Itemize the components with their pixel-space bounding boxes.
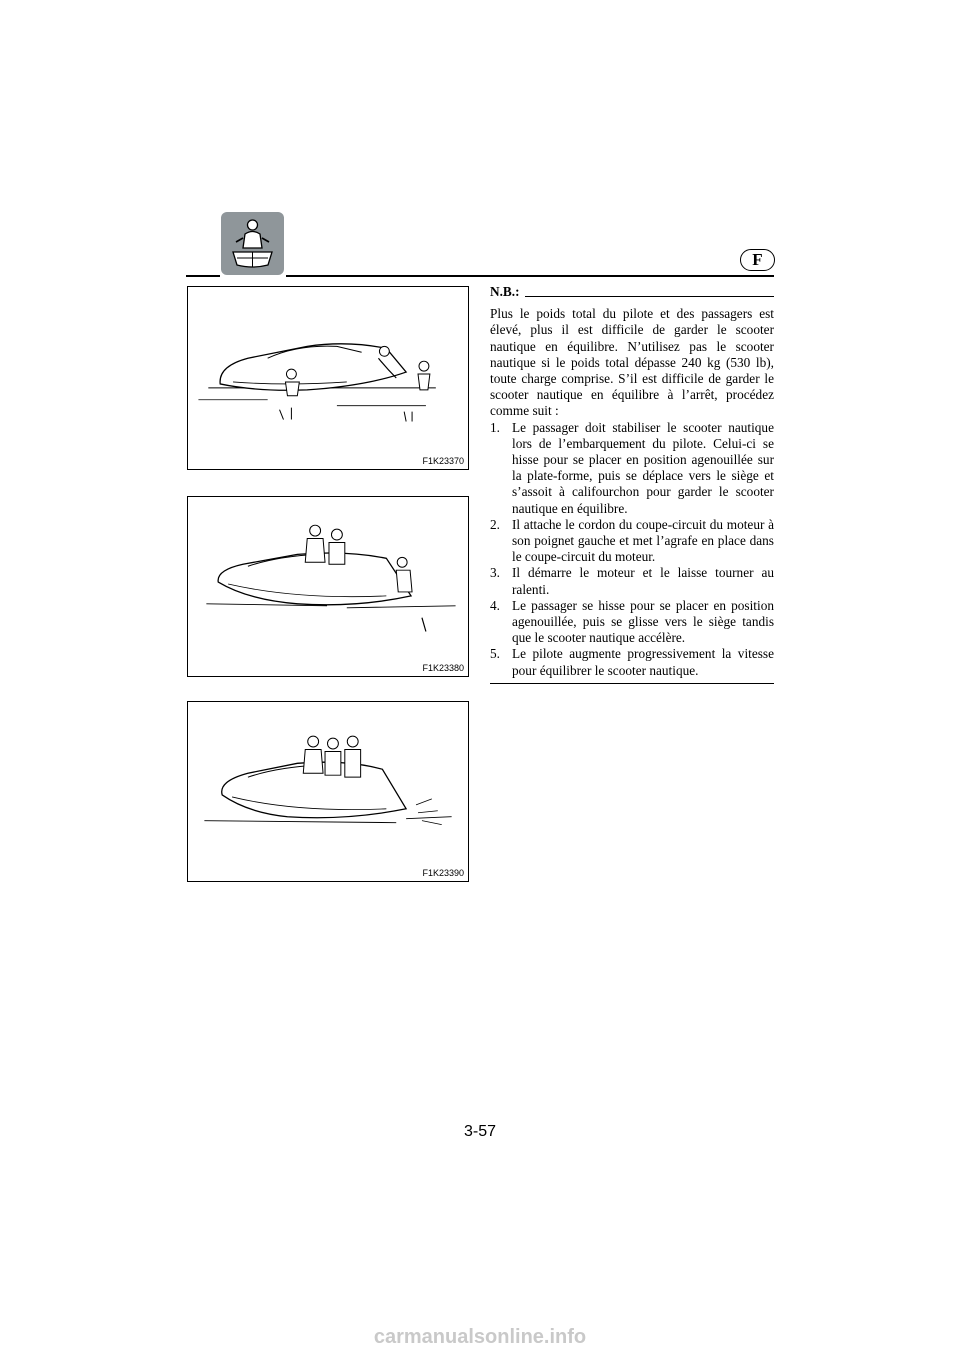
jet-ski-boarding-illustration xyxy=(188,287,468,469)
note-step xyxy=(490,420,774,517)
figure-passenger-boarding xyxy=(187,496,469,677)
note-step xyxy=(490,517,774,566)
note-block xyxy=(490,284,774,684)
language-badge: F xyxy=(740,249,775,271)
jet-ski-three-riders-illustration xyxy=(188,702,468,881)
page-number: 3-57 xyxy=(463,1123,497,1140)
note-label: N.B.: xyxy=(490,284,520,299)
step-number: 1. xyxy=(490,419,500,435)
figure-code: F1K23390 xyxy=(422,868,464,878)
step-number: 4. xyxy=(490,597,500,613)
step-text: Le passager se hisse pour se placer en position agenouillée, puis se glisse vers le siège tandis que le scooter nautique accélère. xyxy=(512,597,774,646)
note-steps xyxy=(490,420,774,679)
note-header xyxy=(490,284,774,300)
step-text: Il attache le cordon du coupe-circuit du moteur à son poignet gauche et met l’agrafe en place dans le coupe-circuit du moteur. xyxy=(512,516,774,565)
header-rule-right xyxy=(286,275,774,277)
figure-code: F1K23370 xyxy=(422,456,464,466)
jet-ski-rider-icon xyxy=(221,212,284,275)
note-paragraph: Plus le poids total du pilote et des passagers est élevé, plus il est difficile de garder le scooter nautique en équilibre. N’utilisez pas le scooter nautique si le poids total dépasse 240 kg (530 lb), toute charge comprise. S’il est difficile de garder le scooter nautique en équilibre à l’arrêt, procédez comme suit : xyxy=(490,306,774,419)
jet-ski-passenger-illustration xyxy=(188,497,468,676)
note-step xyxy=(490,598,774,647)
step-number: 5. xyxy=(490,646,500,662)
watermark[interactable]: carmanualsonline.info xyxy=(373,1326,587,1348)
note-end-rule xyxy=(490,683,774,684)
figure-three-riders xyxy=(187,701,469,882)
step-number: 2. xyxy=(490,516,500,532)
step-text: Le pilote augmente progressivement la vitesse pour équilibrer le scooter nautique. xyxy=(512,646,774,678)
step-text: Il démarre le moteur et le laisse tourner au ralenti. xyxy=(512,565,774,597)
note-step xyxy=(490,646,774,678)
figure-boarding-platform xyxy=(187,286,469,470)
note-header-rule xyxy=(525,296,774,297)
note-step xyxy=(490,565,774,597)
figure-code: F1K23380 xyxy=(422,663,464,673)
step-number: 3. xyxy=(490,565,500,581)
step-text: Le passager doit stabiliser le scooter nautique lors de l’embarquement du pilote. Celui-ci se hisse pour se placer en position agenouillée sur la plate-forme, puis se déplace vers le siège et s’assoit à califourchon pour garder le scooter nautique en équilibre. xyxy=(512,419,774,516)
header-rule-left xyxy=(186,275,220,277)
